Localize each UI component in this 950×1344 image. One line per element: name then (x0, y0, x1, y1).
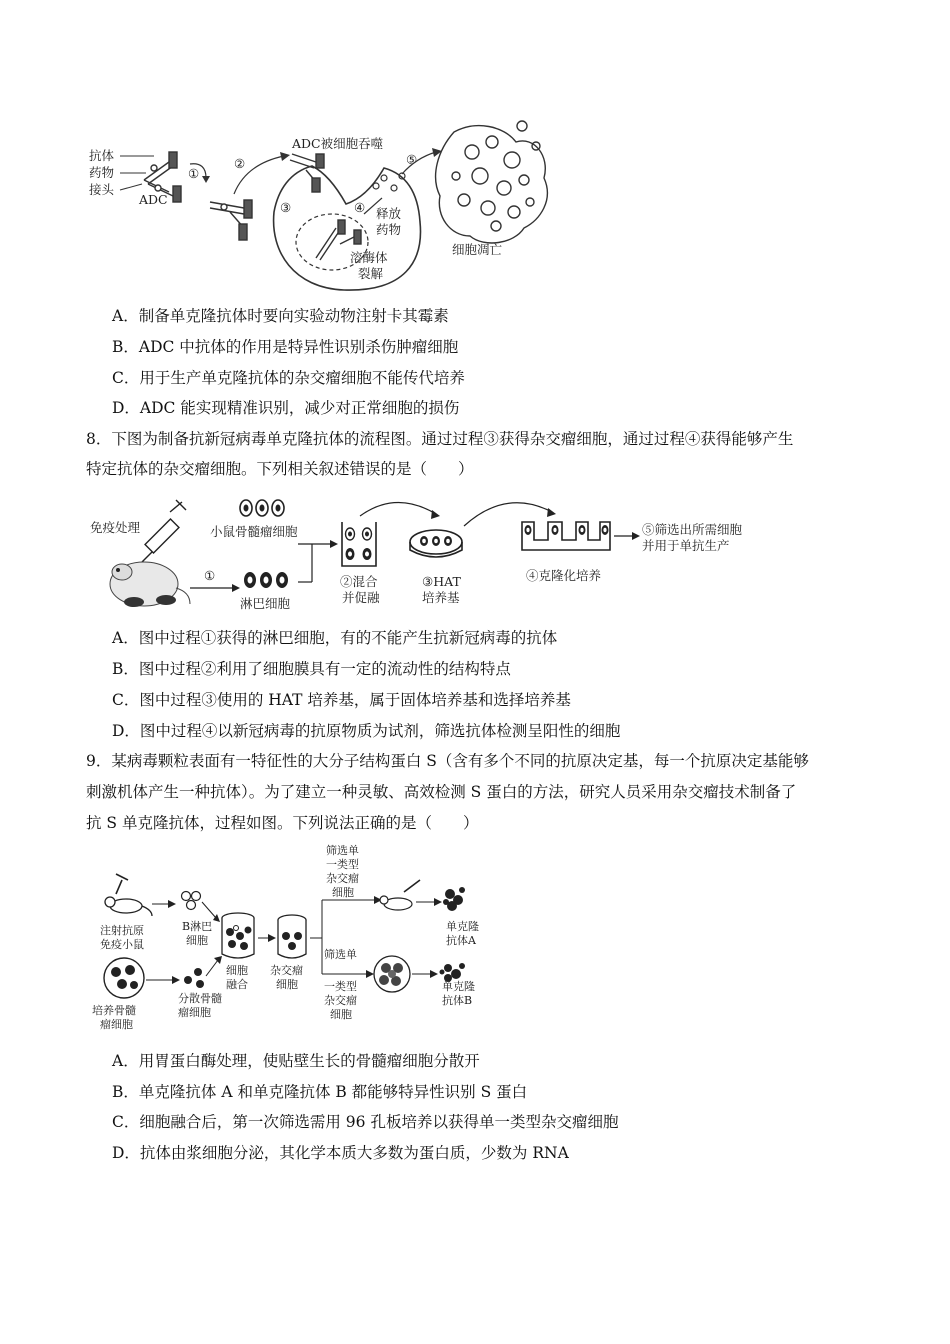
q9-hybridoma-figure (86, 840, 516, 1030)
clone-plate-icon (522, 522, 610, 550)
q7-label-release-2: 药物 (376, 222, 402, 237)
q8-label-screen-1: ⑤筛选出所需细胞 (642, 522, 743, 537)
q9-label-fusion-1: 细胞 (226, 964, 248, 977)
q9-label-inject-2: 免疫小鼠 (100, 938, 144, 951)
q9-option-b: B．单克隆抗体 A 和单克隆抗体 B 都能够特异性识别 S 蛋白 (112, 1083, 528, 1101)
mouse-icon (380, 880, 420, 910)
myeloma-culture-icon (104, 958, 144, 998)
q9-label-hybrid-2: 细胞 (276, 978, 298, 991)
q9-label-fusion-2: 融合 (226, 978, 248, 991)
q9-label-b-2: 细胞 (186, 934, 208, 947)
q7-label-engulfed: ADC被细胞吞噬 (292, 136, 384, 151)
q7-label-antibody: 抗体 (89, 148, 115, 163)
b-lymphocyte-icon (182, 892, 201, 910)
adc-molecule-icon (290, 154, 324, 192)
q9-option-d: D．抗体由浆细胞分泌，其化学本质大多数为蛋白质，少数为 RNA (112, 1144, 569, 1162)
myeloma-cells-icon (240, 500, 284, 516)
mouse-icon (110, 562, 190, 607)
q7-option-c: C．用于生产单克隆抗体的杂交瘤细胞不能传代培养 (112, 369, 465, 387)
q7-step2: ② (234, 156, 246, 171)
q9-label-mab-b-1: 单克隆 (442, 980, 475, 993)
syringe-icon (142, 500, 186, 562)
q9-stem-line-1: 9．某病毒颗粒表面有一特征性的大分子结构蛋白 S（含有多个不同的抗原决定基，每一个抗原决定基能够 (86, 752, 809, 770)
q9-label-b-1: B淋巴 (182, 920, 213, 933)
q7-option-d: D．ADC 能实现精准识别，减少对正常细胞的损伤 (112, 399, 460, 417)
q8-option-d: D．图中过程④以新冠病毒的抗原物质为试剂，筛选抗体检测呈阳性的细胞 (112, 722, 621, 740)
q7-option-a: A．制备单克隆抗体时要向实验动物注射卡其霉素 (112, 307, 449, 325)
q9-label-screen-top-3: 杂交瘤 (326, 872, 359, 885)
q9-label-screen-top-1: 筛选单 (326, 844, 359, 857)
dispersed-myeloma-icon (184, 968, 204, 988)
q9-label-screen-top-4: 细胞 (332, 886, 354, 899)
q9-label-hybrid-1: 杂交瘤 (270, 964, 303, 977)
q9-option-a: A．用胃蛋白酶处理，使贴壁生长的骨髓瘤细胞分散开 (112, 1052, 480, 1070)
q7-option-b: B．ADC 中抗体的作用是特异性识别杀伤肿瘤细胞 (112, 338, 459, 356)
q8-label-mix-1: ②混合 (340, 574, 378, 589)
q7-label-lysosome-2: 裂解 (358, 266, 384, 281)
q9-label-mab-b-2: 抗体B (442, 994, 473, 1007)
q9-label-screen-top-2: 一类型 (326, 858, 359, 871)
q7-label-release-1: 释放 (376, 206, 402, 221)
q7-label-drug: 药物 (89, 165, 115, 180)
q8-label-hat-1: ③HAT (422, 574, 461, 589)
q7-step3: ③ (280, 200, 292, 215)
q9-label-screen-bottom-4: 细胞 (330, 1008, 352, 1021)
q8-option-a: A．图中过程①获得的淋巴细胞，有的不能产生抗新冠病毒的抗体 (112, 629, 558, 647)
q9-label-inject-1: 注射抗原 (100, 924, 144, 937)
q7-step5: ⑤ (406, 152, 418, 167)
q9-label-culture-2: 瘤细胞 (100, 1018, 133, 1030)
q8-label-lymph: 淋巴细胞 (240, 596, 291, 611)
q8-label-hat-2: 培养基 (422, 590, 460, 605)
q7-step1: ① (188, 166, 200, 181)
q9-label-screen-bottom-1: 筛选单 (324, 948, 357, 961)
q8-label-screen-2: 并用于单抗生产 (642, 538, 730, 553)
q8-stem-line-1: 8．下图为制备抗新冠病毒单克隆抗体的流程图。通过过程③获得杂交瘤细胞，通过过程④获得能够产生 (86, 430, 794, 448)
q7-label-apoptosis: 细胞凋亡 (452, 242, 503, 257)
q9-label-screen-bottom-3: 杂交瘤 (324, 994, 357, 1007)
culture-dish-icon (374, 956, 410, 992)
q8-option-c: C．图中过程③使用的 HAT 培养基，属于固体培养基和选择培养基 (112, 691, 571, 709)
q7-adc-figure (84, 112, 564, 296)
apoptotic-cell-icon (436, 121, 548, 243)
hybridoma-beaker-icon (278, 915, 306, 958)
q9-label-disperse-2: 瘤细胞 (178, 1006, 211, 1019)
q8-step1: ① (204, 568, 216, 583)
q9-label-screen-bottom-2: 一类型 (324, 980, 357, 993)
q7-step4: ④ (354, 200, 366, 215)
hat-medium-dish-icon (410, 530, 462, 557)
adc-molecule-icon (210, 200, 252, 240)
q8-label-mix-2: 并促融 (342, 590, 380, 605)
q7-label-linker: 接头 (89, 182, 115, 197)
q9-stem-line-3: 抗 S 单克隆抗体，过程如图。下列说法正确的是（ ） (86, 814, 479, 832)
q9-label-mab-a-2: 抗体A (446, 934, 476, 947)
antibody-a-icon (443, 887, 465, 911)
q9-label-mab-a-1: 单克隆 (446, 920, 479, 933)
q7-label-adc: ADC (139, 192, 168, 207)
q8-option-b: B．图中过程②利用了细胞膜具有一定的流动性的结构特点 (112, 660, 511, 678)
fusion-beaker-icon (222, 913, 254, 958)
lymph-cells-icon (244, 572, 288, 588)
q8-label-immunize: 免疫处理 (90, 520, 141, 535)
mouse-icon (105, 874, 152, 916)
q9-label-culture-1: 培养骨髓 (92, 1004, 136, 1017)
q8-stem-line-2: 特定抗体的杂交瘤细胞。下列相关叙述错误的是（ ） (86, 460, 474, 478)
q8-label-myeloma: 小鼠骨髓瘤细胞 (210, 524, 298, 539)
q9-stem-line-2: 刺激机体产生一种抗体）。为了建立一种灵敏、高效检测 S 蛋白的方法，研究人员采用杂交瘤技术制备了 (86, 783, 797, 801)
fusion-beaker-icon (342, 522, 376, 566)
q9-option-c: C．细胞融合后，第一次筛选需用 96 孔板培养以获得单一类型杂交瘤细胞 (112, 1113, 619, 1131)
q9-label-disperse-1: 分散骨髓 (178, 992, 222, 1005)
q8-label-clone: ④克隆化培养 (526, 568, 602, 583)
q8-flow-figure (86, 492, 766, 616)
q7-label-lysosome-1: 溶酶体 (350, 250, 388, 265)
